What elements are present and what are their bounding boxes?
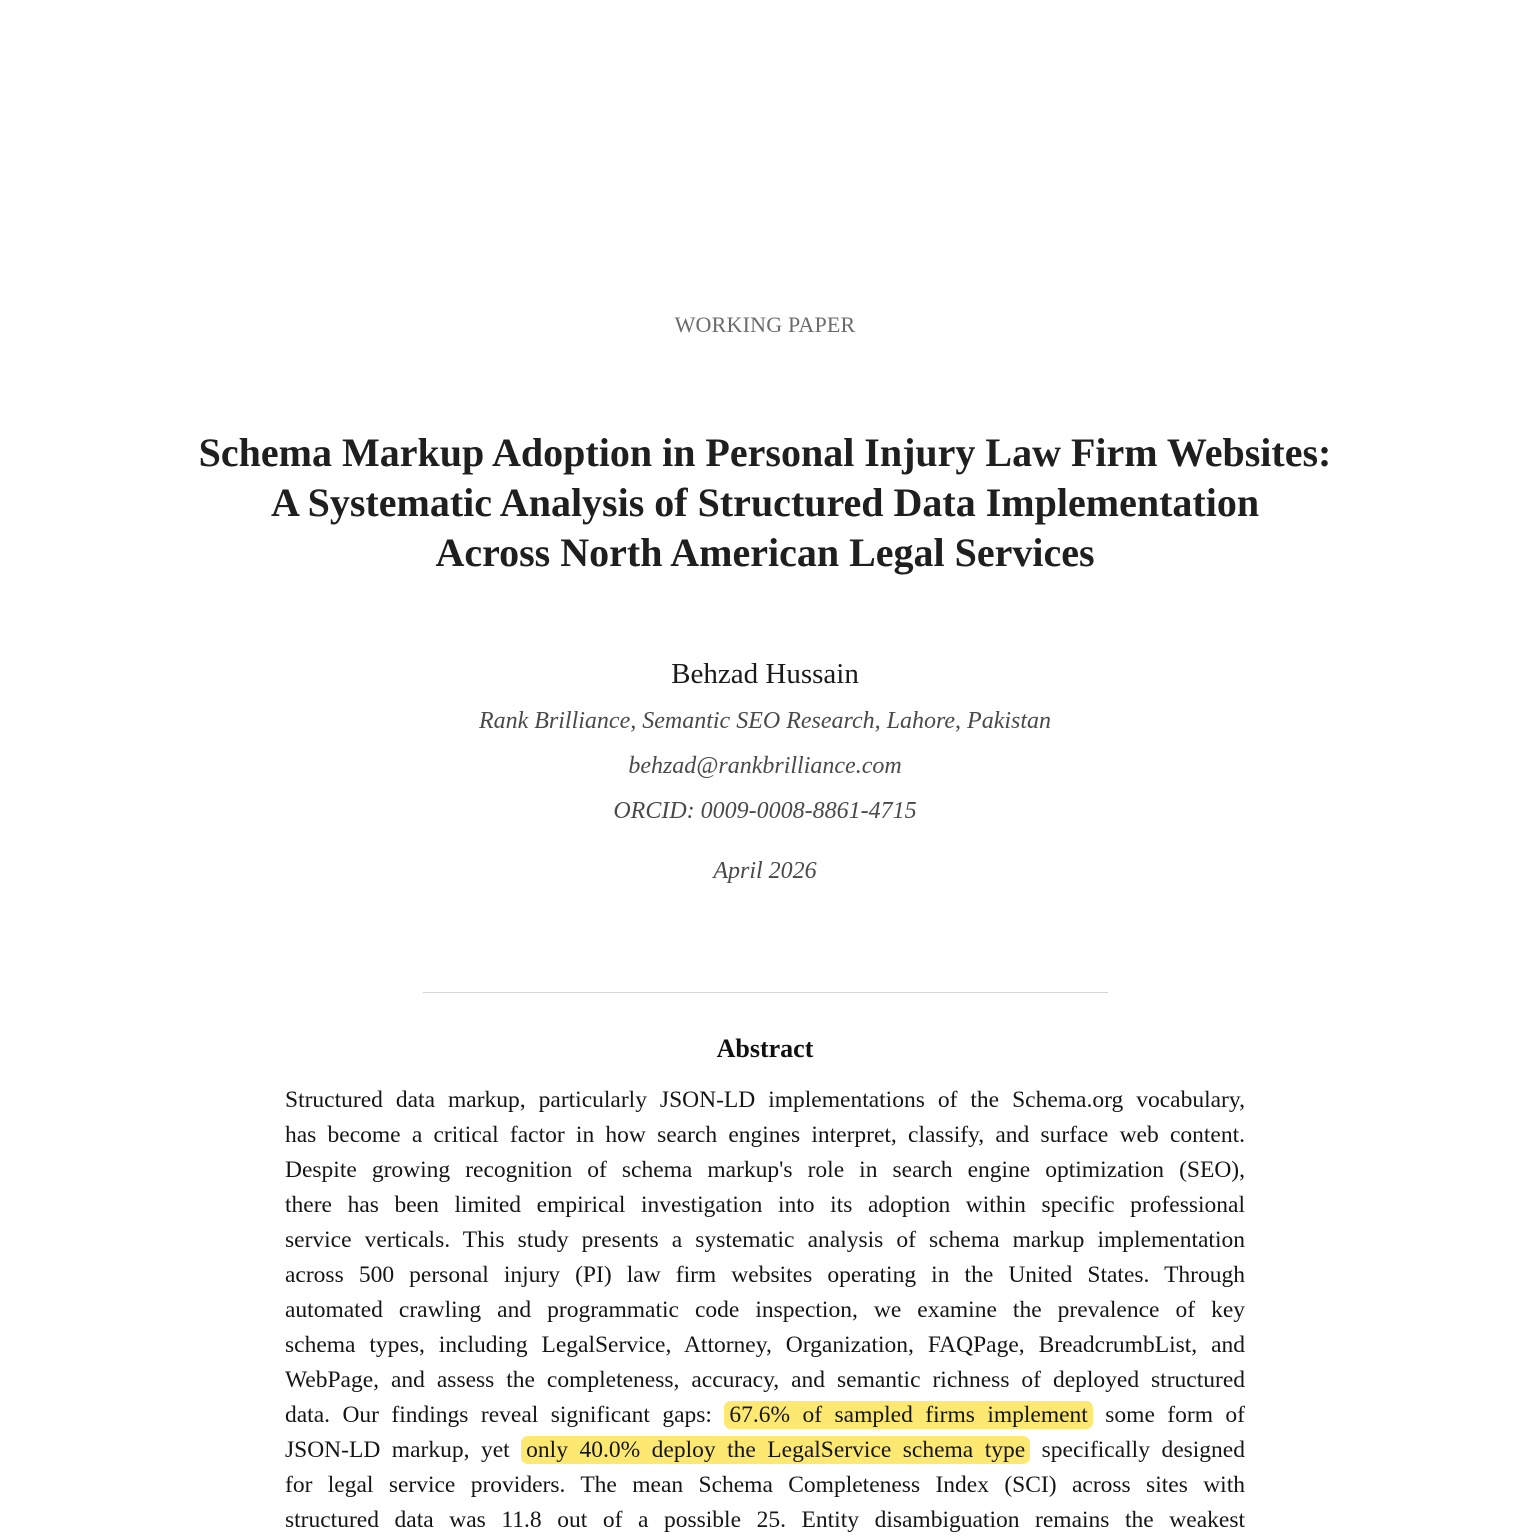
abstract-line: structured data was 11.8 out of a possible 25. Entity disambiguation remains the weakest	[285, 1507, 1245, 1533]
abstract-line: WebPage, and assess the completeness, accuracy, and semantic richness of deployed structured	[285, 1367, 1245, 1393]
abstract-text: data. Our findings reveal significant gaps:	[285, 1402, 712, 1428]
author-orcid: ORCID: 0009-0008-8861-4715	[613, 798, 917, 824]
abstract-line: across 500 personal injury (PI) law firm websites operating in the United States. Through	[285, 1262, 1245, 1288]
abstract-line: service verticals. This study presents a systematic analysis of schema markup implementation	[285, 1227, 1245, 1253]
publication-date: April 2026	[713, 858, 817, 884]
abstract-body	[285, 1083, 1245, 1538]
abstract-text: JSON-LD markup, yet	[285, 1437, 510, 1463]
title-line: Across North American Legal Services	[435, 530, 1095, 575]
paper-title	[140, 428, 1390, 578]
highlight-legalservice-rate: only 40.0% deploy the LegalService schema type	[521, 1436, 1030, 1464]
title-line: A Systematic Analysis of Structured Data Implementation	[270, 480, 1260, 525]
author-email: behzad@rankbrilliance.com	[628, 753, 902, 779]
section-divider	[423, 992, 1108, 993]
abstract-line	[285, 1433, 1245, 1468]
abstract-line: has become a critical factor in how search engines interpret, classify, and surface web content.	[285, 1122, 1245, 1148]
abstract-line: Despite growing recognition of schema markup's role in search engine optimization (SEO),	[285, 1157, 1245, 1183]
title-line: Schema Markup Adoption in Personal Injury Law Firm Websites:	[198, 430, 1332, 475]
abstract-line: for legal service providers. The mean Schema Completeness Index (SCI) across sites with	[285, 1472, 1245, 1498]
abstract-line	[285, 1398, 1245, 1433]
highlight-adoption-rate: 67.6% of sampled firms implement	[724, 1401, 1092, 1429]
abstract-line: Structured data markup, particularly JSON-LD implementations of the Schema.org vocabulary,	[285, 1087, 1245, 1113]
abstract-line: automated crawling and programmatic code inspection, we examine the prevalence of key	[285, 1297, 1245, 1323]
author-name: Behzad Hussain	[671, 658, 859, 690]
abstract-text: specifically designed	[1041, 1437, 1245, 1463]
abstract-heading: Abstract	[716, 1034, 814, 1063]
author-affiliation: Rank Brilliance, Semantic SEO Research, Lahore, Pakistan	[478, 708, 1052, 734]
abstract-text: some form of	[1105, 1402, 1245, 1428]
abstract-line: there has been limited empirical investigation into its adoption within specific professional	[285, 1192, 1245, 1218]
abstract-line: schema types, including LegalService, Attorney, Organization, FAQPage, BreadcrumbList, and	[285, 1332, 1245, 1358]
working-paper-label: WORKING PAPER	[674, 312, 856, 337]
